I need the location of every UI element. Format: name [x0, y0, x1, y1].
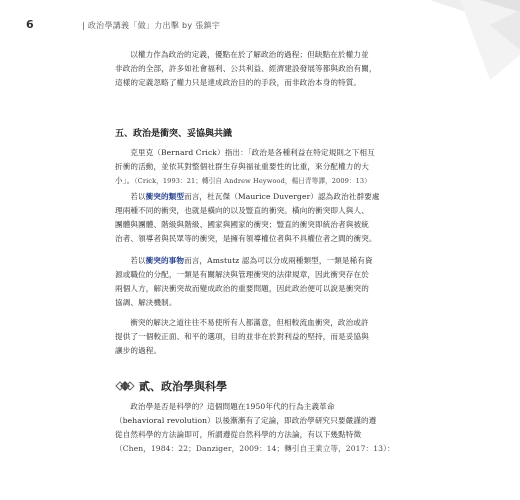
- conflict-type-rest: 而言，杜瓦傑（Maurice Duverger）認為政治社群要處: [184, 192, 380, 201]
- chapter-two-line: 從自然科學的方法論即可，所謂遵從自然科學的方法論，有以下幾點特徵: [115, 430, 362, 439]
- conflict-type-highlight: 衝突的類型: [145, 192, 185, 201]
- diamond-bullet-icon: [115, 379, 135, 393]
- crick-citation: （Crick，1993：21；轉引自 Andrew Heywood，楊日青等譯，2009：13）: [134, 177, 371, 185]
- conflict-object-rest: 而言，Amstutz 認為可以分成兩種類型，一類是稀有資: [184, 256, 373, 265]
- running-head: | 政治學講義「做」力出擊 by 張鎮宇: [82, 21, 221, 30]
- conflict-object-line: 源或職位的分配，一類是有關解決與管理衝突的法律規章，因此衝突存在於: [115, 270, 369, 279]
- chapter-two-citation: （Chen，1984：22；Danziger，2009：14；轉引自王業立等，2017：13）：: [115, 444, 395, 453]
- intro-line: 這樣的定義忽略了權力只是達成政治目的的手段，而非政治本身的特質。: [115, 78, 362, 87]
- chapter-heading-text: 貳、政治學與科學: [139, 380, 227, 393]
- resolution-line: 提供了一個較正面、和平的選項，目的並非在於對利益的堅持，而是妥協與: [115, 332, 369, 341]
- resolution-line: 讓步的過程。: [115, 346, 162, 355]
- corner-decoration: [390, 0, 520, 80]
- chapter-two-line: 政治學是否是科學的？這個問題在1950年代的行為主義革命: [130, 402, 335, 411]
- intro-line: 非政治的全部，許多如社會福利、公共利益、經濟建設發展等都與政治有關，: [115, 64, 377, 73]
- page-number: 6: [26, 18, 34, 31]
- conflict-object-highlight: 衝突的事物: [145, 256, 185, 265]
- crick-line: 折衝的活動，並依其對整個社群生存與福祉重要性的比重，來分配權力的大: [115, 162, 369, 171]
- crick-line: 小」。: [115, 176, 135, 185]
- conflict-object-prefix: 若以: [130, 256, 146, 265]
- section-heading: 五、政治是衝突、妥協與共識: [115, 129, 233, 139]
- conflict-type-line: 治者、領導者與民眾等的衝突，是擁有領導權位者與不具權位者之間的衝突。: [115, 234, 377, 243]
- conflict-object-line: 兩個人方，解決衝突故而變成政治的重要問題，因此政治便可以說是衝突的: [115, 284, 369, 293]
- chapter-two-paragraph: [115, 400, 407, 456]
- chapter-two-line: （behavioral revolution）以後漸漸有了定論，即政治學研究只要嚴謹的遵: [115, 416, 377, 425]
- crick-line-with-citation: [115, 174, 407, 188]
- intro-paragraph: [115, 48, 407, 90]
- conflict-type-line: 團體與團體、階級與階級、國家與國家的衝突；豎直的衝突即統治者與被統: [115, 220, 369, 229]
- conflict-object-line: 協調、解決機制。: [115, 298, 177, 307]
- crick-paragraph: [115, 146, 407, 188]
- conflict-object-first-line: [115, 254, 407, 268]
- conflict-object-paragraph: [115, 254, 407, 310]
- conflict-type-paragraph: [115, 190, 407, 246]
- conflict-type-prefix: 若以: [130, 192, 146, 201]
- crick-line: 克里克（Bernard Crick）指出：「政治是各種利益在特定規則之下相互: [130, 148, 375, 157]
- resolution-paragraph: [115, 316, 407, 358]
- resolution-line: 衝突的解決之道往往不易使所有人都滿意，但相較流血衝突，政治或許: [130, 318, 369, 327]
- chapter-heading: [115, 378, 227, 394]
- intro-line: 以權力作為政治的定義，優點在於了解政治的過程；但缺點在於權力並: [130, 50, 369, 59]
- conflict-type-line: 理兩種不同的衝突，也就是橫向的以及豎直的衝突。橫向的衝突即人與人、: [115, 206, 369, 215]
- conflict-type-first-line: [115, 190, 407, 204]
